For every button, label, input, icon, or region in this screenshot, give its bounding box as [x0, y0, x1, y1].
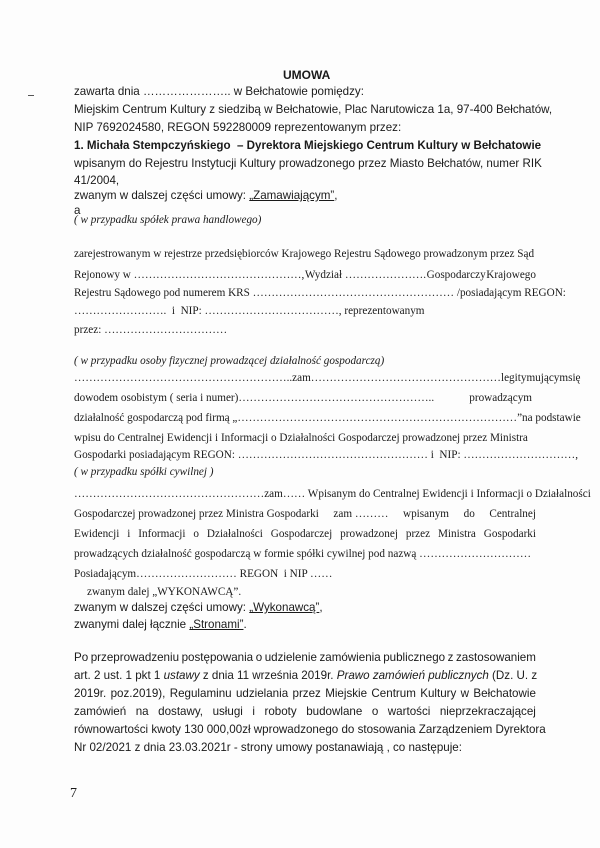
final-line-3-part: Kultury [420, 687, 457, 700]
intro-line-7-end: , [334, 189, 338, 202]
spolka-line-3-part: Ewidencji [74, 528, 120, 540]
intro-line-5: wpisanym do Rejestru Instytucji Kultury prowadzonego przez Miasto Bełchatów, numer RIK [74, 157, 542, 170]
final-line-3 [74, 687, 536, 700]
intro-line-8: a [74, 204, 81, 217]
final-line-4-part: budowlane [306, 705, 363, 718]
intro-line-7 [74, 189, 338, 202]
osoba-line-2-part: …………………………………………………..zam……………………………………………legitymującym [74, 372, 569, 384]
spolka-line-4: prowadzących działalność gospodarczą w formie spółki cywilnej pod nazwą ………………………… [74, 548, 532, 560]
final-line-4-part: zamówień [74, 705, 127, 718]
final-line-1-part: postępowania [181, 651, 254, 664]
zwanym-line-1 [74, 601, 323, 614]
term-wykonawca: „Wykonawcą” [249, 601, 320, 614]
osoba-line-2-part: się [568, 372, 581, 384]
final-line-3-part: 2019r. [74, 687, 107, 700]
final-line-4 [74, 705, 536, 718]
margin-mark [28, 95, 34, 96]
krs-line-1: zarejestrowanym w rejestrze przedsiębiorców Krajowego Rejestru Sądowego prowadzonym przez Sąd [74, 248, 535, 260]
final-line-3-part: Regulaminu [169, 687, 232, 700]
spolka-line-2-part: Gospodarczej prowadzonej przez Ministra Gospodarki [74, 508, 319, 520]
spolka-line-1-part: zam…… Wpisanym do Centralnej Ewidencji i Informacji o Działalności [264, 488, 591, 500]
final-line-4-part: na [135, 705, 149, 718]
final-line-1-part: przeprowadzeniu [90, 651, 180, 664]
intro-line-9: ( w przypadku spółek prawa handlowego) [74, 214, 262, 226]
osoba-line-3-part: dowodem osobistym ( seria i numer)…………………………………………….. [74, 392, 435, 404]
zwanym-line-2-end: . [243, 618, 247, 631]
final-line-2-part: Prawo zamówień publicznych [336, 669, 489, 682]
final-line-3-part: udzielania [235, 687, 289, 700]
final-line-2-part: z dnia 11 września 2019r. [199, 669, 337, 682]
final-line-3-part: Centrum [371, 687, 416, 700]
final-line-6: Nr 02/2021 z dnia 23.03.2021r - strony umowy postanawiają , co następuje: [74, 741, 462, 754]
intro-line-2: Miejskim Centrum Kultury z siedzibą w Bełchatowie, Plac Narutowicza 1a, 97-400 Bełchatów, [74, 103, 553, 116]
osoba-line-6: Gospodarki posiadającym REGON: …………………………………………… i NIP: …………………………, [74, 449, 579, 461]
spolka-line-3-part: Ministra [437, 528, 476, 540]
final-line-3-part: Bełchatowie [473, 687, 536, 700]
krs-line-4: ……………………. i NIP: ………………………………, reprezentowanym [74, 305, 425, 317]
intro-line-7-text: zwanym w dalszej części umowy: [74, 189, 250, 202]
final-line-1-part: zamówienia [319, 651, 381, 664]
spolka-line-2 [74, 508, 536, 521]
osoba-line-3-part: prowadzącym [469, 392, 532, 404]
final-line-1-part: publicznego [383, 651, 446, 664]
term-strony: „Stronami” [189, 618, 244, 631]
zwanym-line-2-text: zwanymi dalej łącznie [74, 618, 190, 631]
zwanym-line-1-text: zwanym w dalszej części umowy: [74, 601, 250, 614]
krs-line-2-part: Wydział …………………. [304, 269, 427, 281]
intro-line-6: 41/2004, [74, 174, 120, 187]
final-line-3-part: Miejskie [325, 687, 368, 700]
spolka-line-2-part: zam ……… [333, 508, 389, 520]
final-line-2-part: art. 2 ust. 1 pkt 1 [74, 669, 164, 682]
krs-line-3 [74, 287, 566, 300]
intro-line-4: 1. Michała Stempczyńskiego – Dyrektora Miejskiego Centrum Kultury w Bełchatowie [74, 139, 542, 152]
final-line-2-part: ustawy [163, 669, 200, 682]
final-line-4-part: i [252, 705, 255, 718]
spolka-line-3-part: prowadzonej [340, 528, 398, 540]
intro-line-3: NIP 7692024580, REGON 592280009 reprezentowanym przez: [74, 121, 402, 134]
spolka-line-3-part: o [193, 528, 199, 540]
document-title: UMOWA [283, 68, 331, 82]
final-line-3-part: w [460, 687, 470, 700]
spolka-line-2-part: Centralnej [489, 508, 536, 520]
final-line-5: równowartości kwoty 130 000,00zł wprowadzonego do stosowania Zarządzeniem Dyrektora [74, 723, 546, 736]
final-line-4-part: nieprzekraczającej [439, 705, 536, 718]
final-line-1-part: z [447, 651, 454, 664]
final-line-2 [74, 669, 537, 682]
final-line-3-part: przez [292, 687, 321, 700]
spolka-line-3-part: Gospodarki [483, 528, 536, 540]
osoba-line-1: ( w przypadku osoby fizycznej prowadzącej działalność gospodarczą) [74, 355, 385, 367]
krs-line-2-part: Gospodarczy [426, 269, 486, 281]
osoba-line-4-part: na podstawie [522, 412, 581, 424]
spolka-line-3 [74, 528, 536, 541]
krs-line-2-part: Rejonowy w ………………………………………, [74, 269, 305, 281]
zwanym-line-2 [74, 618, 247, 631]
krs-line-2 [74, 269, 536, 282]
final-line-1 [74, 651, 536, 664]
final-line-4-part: roboty [264, 705, 297, 718]
final-line-1-part: Po [74, 651, 89, 664]
osoba-line-2 [74, 372, 581, 385]
spolka-line-3-part: Działalności [206, 528, 263, 540]
osoba-line-4-part: działalność gospodarczą pod firmą „…………………………………………………………………” [74, 412, 523, 424]
osoba-line-5: wpisu do Centralnej Ewidencji i Informacji o Działalności Gospodarczej prowadzonej przez Ministra [74, 432, 528, 444]
final-line-3-part: poz.2019), [110, 687, 166, 700]
spolka-line-1-part: …………………………………………… [74, 488, 265, 500]
final-line-4-part: usługi [212, 705, 243, 718]
final-line-4-part: dostawy, [158, 705, 204, 718]
krs-line-5: przez: …………………………… [74, 324, 228, 336]
spolka-line-3-part: przez [405, 528, 431, 540]
krs-line-3-part: posiadającym REGON: [459, 287, 566, 299]
final-line-1-part: o [255, 651, 263, 664]
spolka-line-2-part: wpisanym [403, 508, 449, 520]
final-line-1-part: udzielenie [264, 651, 317, 664]
krs-line-2-part: Krajowego [486, 269, 536, 281]
osoba-line-3 [74, 392, 532, 405]
spolka-line-3-part: Gospodarczej [270, 528, 333, 540]
osoba-line-7: ( w przypadku spółki cywilnej ) [74, 466, 214, 478]
spolka-line-1 [74, 488, 591, 501]
final-line-4-part: wartości [387, 705, 431, 718]
final-line-1-part: zastosowaniem [456, 651, 536, 664]
krs-line-3-part: Rejestru Sądowego pod numerem KRS ……………………………………………… / [74, 287, 460, 299]
final-line-2-part: (Dz. U. z [488, 669, 538, 682]
spolka-line-5: Posiadającym……………………… REGON i NIP …… [74, 568, 333, 580]
spolka-line-6: zwanym dalej „WYKONAWCĄ”. [87, 586, 242, 598]
term-zamawiajacy: „Zamawiającym” [249, 189, 335, 202]
zwanym-line-1-end: , [319, 601, 323, 614]
final-line-4-part: o [371, 705, 379, 718]
spolka-line-3-part: i [127, 528, 131, 540]
osoba-line-4 [74, 412, 581, 425]
spolka-line-2-part: do [463, 508, 475, 520]
page-number: 7 [70, 786, 77, 801]
spolka-line-3-part: Informacji [138, 528, 186, 540]
intro-line-1: zawarta dnia ………………….. w Bełchatowie pomiędzy: [74, 85, 364, 98]
